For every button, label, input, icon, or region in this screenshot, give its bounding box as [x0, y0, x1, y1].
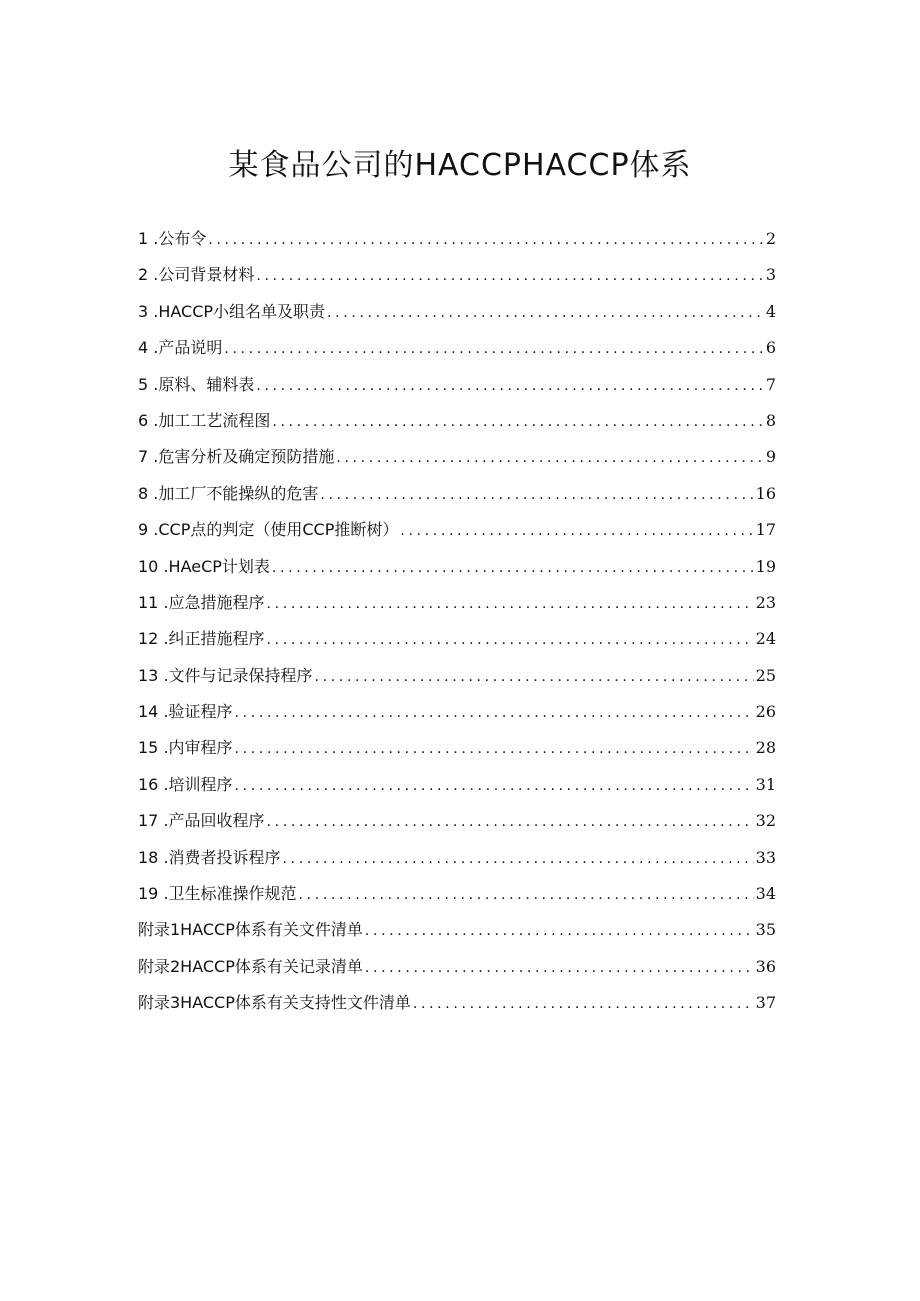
toc-entry-page-number: 4	[765, 301, 776, 321]
toc-dot-leader	[336, 450, 763, 466]
toc-entry-label: 2 .公司背景材料	[138, 265, 255, 285]
toc-entry[interactable]	[138, 663, 776, 699]
toc-dot-leader	[315, 669, 754, 685]
toc-entry-label: 5 .原料、辅料表	[138, 374, 255, 394]
toc-entry-page-number: 17	[755, 520, 776, 540]
toc-entry-page-number: 31	[755, 774, 776, 794]
toc-entry[interactable]	[138, 917, 776, 953]
toc-entry[interactable]	[138, 226, 776, 262]
toc-entry-page-number: 16	[755, 483, 776, 503]
toc-entry-page-number: 9	[765, 447, 776, 467]
toc-dot-leader	[256, 378, 763, 394]
toc-dot-leader	[235, 741, 754, 757]
toc-entry[interactable]	[138, 626, 776, 662]
toc-entry-page-number: 7	[765, 374, 776, 394]
toc-entry[interactable]	[138, 554, 776, 590]
toc-entry-label: 7 .危害分析及确定预防措施	[138, 447, 335, 467]
toc-entry-page-number: 35	[755, 920, 776, 940]
toc-dot-leader	[235, 705, 754, 721]
toc-entry[interactable]	[138, 845, 776, 881]
toc-entry-label: 9 .CCP点的判定（使用CCP推断树）	[138, 520, 399, 540]
toc-entry-page-number: 25	[755, 665, 776, 685]
toc-entry[interactable]	[138, 444, 776, 480]
toc-entry-page-number: 23	[755, 592, 776, 612]
toc-entry-page-number: 34	[755, 884, 776, 904]
toc-dot-leader	[272, 560, 754, 576]
toc-entry[interactable]	[138, 481, 776, 517]
toc-entry-label: 附录2HACCP体系有关记录清单	[138, 956, 363, 976]
toc-entry-label: 12 .纠正措施程序	[138, 629, 265, 649]
toc-dot-leader	[267, 814, 754, 830]
table-of-contents	[138, 226, 776, 1027]
document-title: 某食品公司的HACCPHACCP体系	[228, 148, 692, 183]
toc-entry-page-number: 32	[755, 811, 776, 831]
toc-entry[interactable]	[138, 772, 776, 808]
toc-entry[interactable]	[138, 408, 776, 444]
toc-dot-leader	[365, 923, 754, 939]
toc-entry-label: 附录3HACCP体系有关支持性文件清单	[138, 993, 411, 1013]
toc-dot-leader	[365, 960, 754, 976]
toc-entry-label: 16 .培训程序	[138, 774, 233, 794]
toc-entry-label: 11 .应急措施程序	[138, 592, 265, 612]
toc-entry[interactable]	[138, 262, 776, 298]
toc-dot-leader	[272, 414, 763, 430]
toc-entry[interactable]	[138, 735, 776, 771]
toc-entry-page-number: 26	[755, 702, 776, 722]
toc-entry-page-number: 3	[765, 265, 776, 285]
toc-entry-page-number: 6	[765, 338, 776, 358]
toc-entry[interactable]	[138, 881, 776, 917]
toc-entry-label: 附录1HACCP体系有关文件清单	[138, 920, 363, 940]
toc-dot-leader	[327, 305, 764, 321]
toc-dot-leader	[256, 268, 763, 284]
toc-entry-label: 3 .HACCP小组名单及职责	[138, 301, 326, 321]
toc-entry[interactable]	[138, 990, 776, 1026]
toc-entry-page-number: 36	[755, 956, 776, 976]
toc-entry-label: 10 .HAeCP计划表	[138, 556, 270, 576]
toc-entry-label: 8 .加工厂不能操纵的危害	[138, 483, 319, 503]
toc-entry-label: 4 .产品说明	[138, 338, 223, 358]
toc-entry-page-number: 2	[765, 229, 776, 248]
toc-entry[interactable]	[138, 517, 776, 553]
toc-dot-leader	[413, 996, 754, 1012]
toc-entry-page-number: 19	[755, 556, 776, 576]
toc-entry[interactable]	[138, 808, 776, 844]
toc-dot-leader	[283, 851, 754, 867]
toc-dot-leader	[224, 341, 763, 357]
toc-entry-label: 15 .内审程序	[138, 738, 233, 758]
toc-entry-label: 19 .卫生标准操作规范	[138, 884, 297, 904]
toc-entry-label: 1 .公布令	[138, 229, 207, 248]
toc-entry-page-number: 33	[755, 847, 776, 867]
toc-dot-leader	[267, 596, 754, 612]
toc-entry[interactable]	[138, 954, 776, 990]
toc-entry-label: 17 .产品回收程序	[138, 811, 265, 831]
toc-entry[interactable]	[138, 590, 776, 626]
toc-entry[interactable]	[138, 372, 776, 408]
toc-dot-leader	[320, 487, 753, 503]
toc-entry-page-number: 37	[755, 993, 776, 1013]
toc-dot-leader	[235, 778, 754, 794]
toc-dot-leader	[400, 523, 753, 539]
toc-entry-label: 18 .消费者投诉程序	[138, 847, 281, 867]
toc-dot-leader	[299, 887, 754, 903]
toc-entry[interactable]	[138, 299, 776, 335]
toc-dot-leader	[267, 632, 754, 648]
toc-entry[interactable]	[138, 335, 776, 371]
toc-entry[interactable]	[138, 699, 776, 735]
toc-entry-page-number: 8	[765, 410, 776, 430]
toc-dot-leader	[208, 232, 763, 248]
toc-entry-label: 14 .验证程序	[138, 702, 233, 722]
toc-entry-page-number: 28	[755, 738, 776, 758]
toc-entry-label: 6 .加工工艺流程图	[138, 410, 271, 430]
toc-entry-label: 13 .文件与记录保持程序	[138, 665, 313, 685]
toc-entry-page-number: 24	[755, 629, 776, 649]
